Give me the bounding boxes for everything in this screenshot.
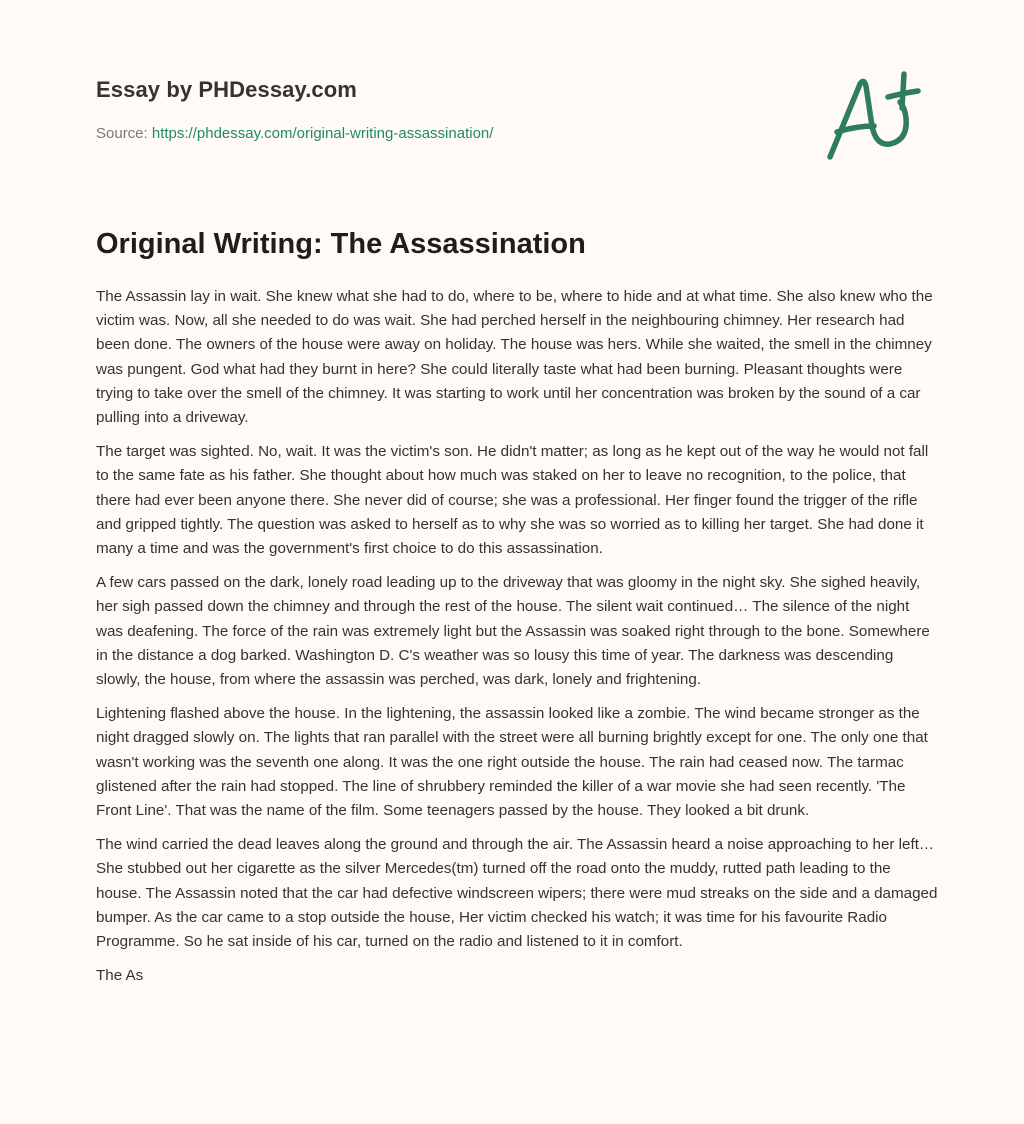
essay-paragraph: A few cars passed on the dark, lonely road leading up to the driveway that was gloomy in the night sky. She sighed heavily, her sigh passed down the chimney and through the rest of the house. The silent wait continued… The silence of the night was deafening. The force of the rain was extremely light but the Assassin was soaked right through to the bone. Somewhere in the distance a dog barked. Washington D. C's weather was so lousy this time of year. The darkness was descending slowly, the house, from where the assassin was perched, was dark, lonely and frightening.	[96, 574, 930, 689]
page-header	[96, 76, 936, 144]
site-title: Essay by PHDessay.com	[96, 77, 357, 102]
a-plus-grade-icon	[820, 66, 930, 166]
essay-paragraph: Lightening flashed above the house. In the lightening, the assassin looked like a zombie. The wind became stronger as the night dragged slowly on. The lights that ran parallel with the street were all burning brightly except for one. The only one that wasn't working was the seventh one along. It was the one right outside the house. The rain had ceased now. The tarmac glistened after the rain had stopped. The line of shrubbery reminded the killer of a war movie she had seen recently. 'The Front Line'. That was the name of the film. Some teenagers passed by the house. They looked a bit drunk.	[96, 705, 928, 820]
essay-paragraph: The wind carried the dead leaves along the ground and through the air. The Assassin heard a noise approaching to her left… She stubbed out her cigarette as the silver Mercedes(tm) turned off the road onto the muddy, rutted path leading to the house. The Assassin noted that the car had defective windscreen wipers; there were mud streaks on the side and a damaged bumper. As the car came to a stop outside the house, Her victim checked his watch; it was time for his favourite Radio Programme. So he sat inside of his car, turned on the radio and listened to it in comfort.	[96, 836, 938, 951]
essay-paragraph-truncated: The As	[96, 967, 144, 985]
essay-title: Original Writing: The Assassination	[96, 228, 586, 260]
source-link[interactable]: https://phdessay.com/original-writing-assassination/	[151, 125, 494, 142]
source-label: Source:	[96, 125, 148, 142]
essay-paragraph: The target was sighted. No, wait. It was the victim's son. He didn't matter; as long as he kept out of the way he would not fall to the same fate as his father. She thought about how much was staked on her to leave no recognition, to the police, that there had ever been anyone there. She never did of course; she was a professional. Her finger found the trigger of the rifle and gripped tightly. The question was asked to herself as to why she was so worried as to killing her target. She had done it many a time and was the government's first choice to do this assassination.	[96, 443, 929, 558]
source-line	[96, 124, 936, 144]
essay-body	[96, 285, 938, 998]
essay-paragraph: The Assassin lay in wait. She knew what she had to do, where to be, where to hide and at what time. She also knew who the victim was. Now, all she needed to do was wait. She had perched herself in the neighbouring chimney. Her research had been done. The owners of the house were away on holiday. The house was hers. While she waited, the smell in the chimney was pungent. God what had they burnt in here? She could literally taste what had been burning. Pleasant thoughts were trying to take over the smell of the chimney. It was starting to work until her concentration was broken by the sound of a car pulling into a driveway.	[96, 288, 933, 427]
